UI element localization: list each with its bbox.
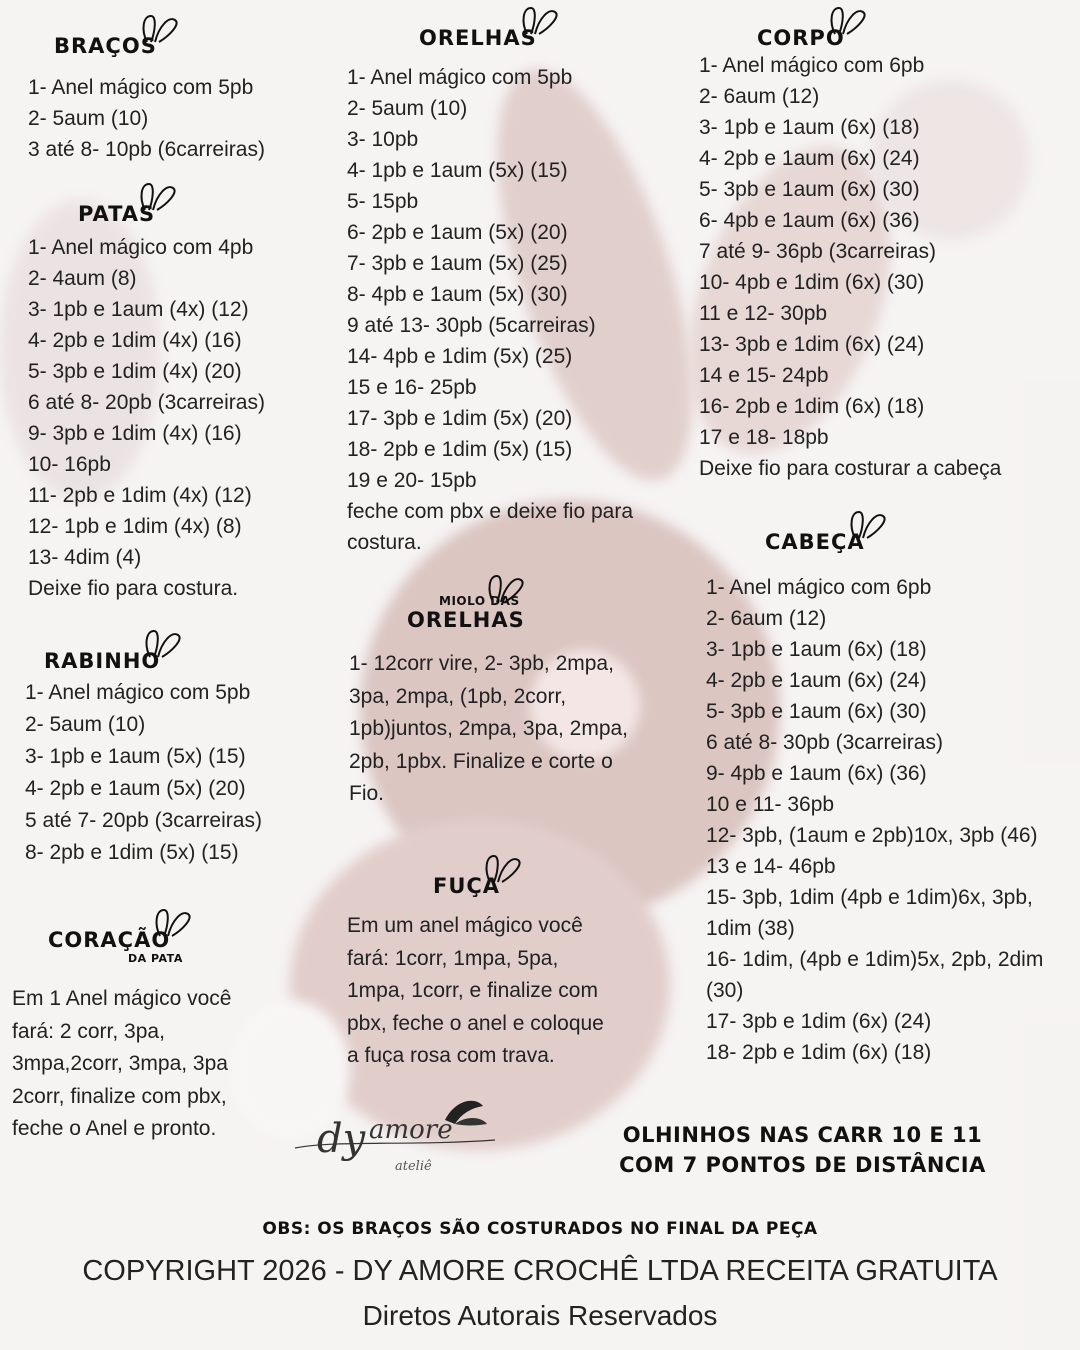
bunny-ears-icon (142, 627, 186, 661)
bunny-ears-icon (152, 906, 196, 940)
section-pretitle-miolo: MIOLO DAS (439, 594, 520, 608)
list-item: 3 até 8- 10pb (6carreiras) (28, 138, 265, 161)
list-item: 6- 2pb e 1aum (5x) (20) (347, 221, 568, 244)
svg-text:amore: amore (369, 1115, 453, 1145)
list-item: costura. (347, 531, 422, 554)
list-item: Deixe fio para costura. (28, 577, 239, 600)
list-item: 3- 1pb e 1aum (5x) (15) (25, 745, 246, 768)
bunny-ears-icon (137, 180, 181, 214)
list-item: 6 até 8- 20pb (3carreiras) (28, 391, 265, 414)
section-title-fuca: FUÇA (433, 874, 500, 898)
patas-list (28, 232, 265, 604)
list-item: 17 e 18- 18pb (699, 426, 829, 449)
list-item: 5- 3pb e 1dim (4x) (20) (28, 360, 242, 383)
section-title-corpo: CORPO (757, 26, 845, 50)
list-item: 18- 2pb e 1dim (5x) (15) (347, 438, 573, 461)
bunny-ears-icon (827, 4, 871, 38)
list-item: 18- 2pb e 1dim (6x) (18) (706, 1041, 932, 1064)
list-item: 4- 2pb e 1aum (5x) (20) (25, 777, 246, 800)
list-item: 14 e 15- 24pb (699, 364, 829, 387)
list-item: 3- 1pb e 1aum (4x) (12) (28, 298, 249, 321)
section-bracos (28, 34, 265, 165)
section-coracao (12, 928, 272, 1146)
list-item: 9 até 13- 30pb (5carreiras) (347, 314, 596, 337)
list-item: 4- 2pb e 1aum (6x) (24) (699, 147, 920, 170)
list-item: 11 e 12- 30pb (699, 302, 828, 325)
list-item: feche com pbx e deixe fio para (347, 500, 634, 523)
bunny-ears-icon (139, 12, 183, 46)
section-miolo (349, 594, 639, 811)
obs-note: OBS: OS BRAÇOS SÃO COSTURADOS NO FINAL DA PEÇA (262, 1219, 818, 1239)
list-item: 2- 4aum (8) (28, 267, 137, 290)
bracos-list (28, 72, 265, 165)
section-title-patas: PATAS (78, 202, 155, 226)
list-item: 13- 4dim (4) (28, 546, 142, 569)
list-item: 2- 6aum (12) (706, 607, 827, 630)
list-item: 1- Anel mágico com 4pb (28, 236, 254, 259)
bunny-ears-icon (519, 4, 563, 38)
list-item: 8- 4pb e 1aum (5x) (30) (347, 283, 568, 306)
section-subtitle-coracao: DA PATA (128, 952, 183, 965)
list-item: 11- 2pb e 1dim (4x) (12) (28, 484, 252, 507)
list-item: 7- 3pb e 1aum (5x) (25) (347, 252, 568, 275)
list-item: 15 e 16- 25pb (347, 376, 477, 399)
list-item: 7 até 9- 36pb (3carreiras) (699, 240, 936, 263)
list-item: 9- 3pb e 1dim (4x) (16) (28, 422, 242, 445)
section-rabinho (25, 649, 262, 869)
list-item: 12- 3pb, (1aum e 2pb)10x, 3pb (46) (706, 824, 1038, 847)
list-item: 4- 2pb e 1aum (6x) (24) (706, 669, 927, 692)
eyes-note-line1: OLHINHOS NAS CARR 10 E 11 (622, 1123, 983, 1147)
coracao-text: Em 1 Anel mágico você fará: 2 corr, 3pa, 3mpa,2corr, 3mpa, 3pa 2corr, finalize com pbx, feche o Anel e pronto. (12, 987, 232, 1140)
svg-text:dy: dy (317, 1116, 366, 1162)
list-item: 13- 3pb e 1dim (6x) (24) (699, 333, 925, 356)
orelhas-list (347, 62, 633, 558)
copyright-text: COPYRIGHT 2026 - DY AMORE CROCHÊ LTDA RECEITA GRATUITA (82, 1255, 998, 1287)
miolo-text: 1- 12corr vire, 2- 3pb, 2mpa, 3pa, 2mpa, (1pb, 2corr, 1pb)juntos, 2mpa, 3pa, 2mpa, 2pb, 1pbx. Finalize e corte o Fio. (349, 652, 629, 805)
section-title-rabinho: RABINHO (44, 649, 160, 673)
bunny-ears-icon (482, 852, 526, 886)
section-title-coracao: CORAÇÃO (48, 928, 170, 952)
list-item: 3- 10pb (347, 128, 419, 151)
section-title-miolo: ORELHAS (407, 608, 525, 632)
list-item: 9- 4pb e 1aum (6x) (36) (706, 762, 927, 785)
rights-text: Diretos Autorais Reservados (362, 1300, 718, 1331)
eyes-note-line2: COM 7 PONTOS DE DISTÂNCIA (619, 1153, 986, 1177)
list-item: 4- 2pb e 1dim (4x) (16) (28, 329, 242, 352)
bunny-ears-icon (485, 572, 529, 606)
list-item: 1- Anel mágico com 6pb (699, 54, 925, 77)
section-title-orelhas: ORELHAS (419, 26, 537, 50)
section-orelhas (347, 26, 633, 558)
list-item: 19 e 20- 15pb (347, 469, 477, 492)
svg-text:ateliê: ateliê (395, 1159, 432, 1174)
list-item: 2- 5aum (10) (28, 107, 149, 130)
section-title-cabeca: CABEÇA (765, 530, 865, 554)
list-item: 17- 3pb e 1dim (5x) (20) (347, 407, 573, 430)
cabeca-list (706, 572, 1043, 1068)
list-item: 14- 4pb e 1dim (5x) (25) (347, 345, 573, 368)
section-patas (28, 202, 265, 604)
corpo-list (699, 50, 1001, 484)
brand-logo (295, 1090, 505, 1200)
list-item: 2- 6aum (12) (699, 85, 820, 108)
list-item: 2- 5aum (10) (25, 713, 146, 736)
list-item: 12- 1pb e 1dim (4x) (8) (28, 515, 242, 538)
list-item: 10- 16pb (28, 453, 111, 476)
fuca-text: Em um anel mágico você fará: 1corr, 1mpa, 5pa, 1mpa, 1corr, e finalize com pbx, feche o anel e coloque a fuça rosa com trava. (347, 914, 604, 1067)
list-item: 13 e 14- 46pb (706, 855, 836, 878)
section-corpo (699, 26, 1001, 484)
rabinho-list (25, 677, 262, 869)
list-item: 10- 4pb e 1dim (6x) (30) (699, 271, 925, 294)
list-item: 16- 1dim, (4pb e 1dim)5x, 2pb, 2dim (706, 948, 1044, 971)
list-item: 5- 15pb (347, 190, 419, 213)
list-item: 5- 3pb e 1aum (6x) (30) (699, 178, 920, 201)
list-item: 15- 3pb, 1dim (4pb e 1dim)6x, 3pb, (706, 886, 1033, 909)
section-cabeca (706, 530, 1043, 1068)
list-item: 17- 3pb e 1dim (6x) (24) (706, 1010, 932, 1033)
bunny-ears-icon (847, 508, 891, 542)
list-item: 6 até 8- 30pb (3carreiras) (706, 731, 943, 754)
list-item: 5- 3pb e 1aum (6x) (30) (706, 700, 927, 723)
list-item: 6- 4pb e 1aum (6x) (36) (699, 209, 920, 232)
list-item: 8- 2pb e 1dim (5x) (15) (25, 841, 239, 864)
list-item: (30) (706, 979, 744, 1002)
list-item: 4- 1pb e 1aum (5x) (15) (347, 159, 568, 182)
list-item: 3- 1pb e 1aum (6x) (18) (706, 638, 927, 661)
list-item: Deixe fio para costurar a cabeça (699, 457, 1002, 480)
section-title-bracos: BRAÇOS (54, 34, 157, 58)
list-item: 16- 2pb e 1dim (6x) (18) (699, 395, 925, 418)
list-item: 1- Anel mágico com 5pb (28, 76, 254, 99)
list-item: 1- Anel mágico com 5pb (25, 681, 251, 704)
eyes-note (555, 1120, 1050, 1180)
list-item: 1- Anel mágico com 5pb (347, 66, 573, 89)
section-fuca (347, 874, 612, 1073)
list-item: 2- 5aum (10) (347, 97, 468, 120)
list-item: 10 e 11- 36pb (706, 793, 835, 816)
list-item: 5 até 7- 20pb (3carreiras) (25, 809, 262, 832)
list-item: 1- Anel mágico com 6pb (706, 576, 932, 599)
list-item: 1dim (38) (706, 917, 795, 940)
list-item: 3- 1pb e 1aum (6x) (18) (699, 116, 920, 139)
